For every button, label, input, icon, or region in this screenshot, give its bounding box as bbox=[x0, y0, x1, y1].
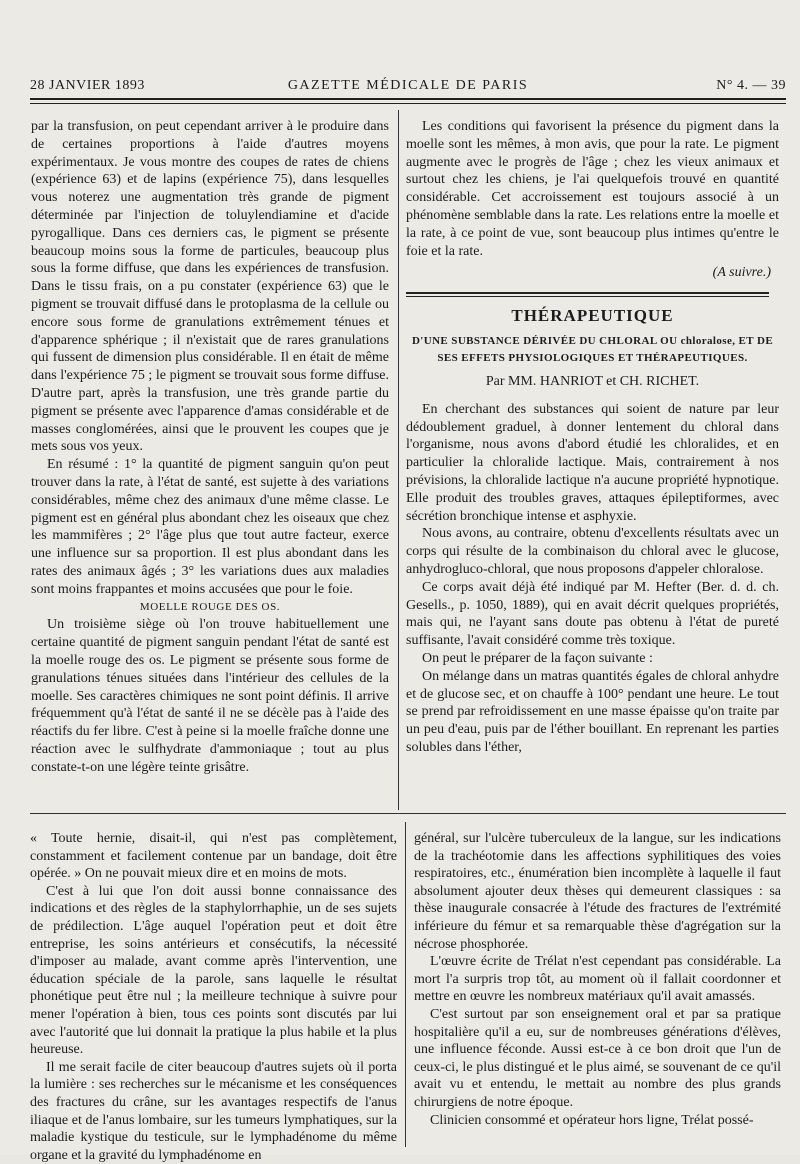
paragraph: En résumé : 1° la quantité de pigment sanguin qu'on peut trouver dans la rate, à l'état de santé, est sujette à des variations considérables, même chez des animaux d'une même classe. Le pigment est en général plus abondant chez les oiseaux que chez les mammifères ; 2° l'âge plus que tout autre facteur, exerce une influence sur sa proportion. Il est plus abondant dans les rates des animaux âgés ; 3° les variations dues aux maladies sont moins frappantes et moins accusées que pour le foie. bbox=[31, 457, 389, 597]
issue-date: 28 JANVIER 1893 bbox=[30, 78, 145, 93]
paragraph: C'est à lui que l'on doit aussi bonne connaissance des indications et des règles de la staphylorrhaphie, un de ses sujets de prédilection. L'âge auquel l'opération peut et doit être entreprise, les soins antérieurs et consécutifs, la nécessité d'imposer au malade, avant comme après l'intervention, une éducation spéciale de la parole, sans laquelle le résultat phonétique peut être nul ; la meilleure technique à suivre pour mener l'opération à bien, tous ces points sont discutés par lui avec l'autorité que lui donnait la pratique la plus habile et la plus heureuse. bbox=[30, 883, 397, 1058]
paragraph: « Toute hernie, disait-il, qui n'est pas complètement, constamment et facilement contenue par un bandage, doit être opérée. » On ne pouvait mieux dire et en moins de mots. bbox=[30, 831, 397, 882]
header-rule-thin bbox=[30, 103, 786, 104]
paragraph: par la transfusion, on peut cependant arriver à le produire dans de certaines proportions à l'aide d'autres moyens expérimentaux. Je vous montre des coupes de rates de chiens (expérience 63) et de lapins (expérience 75), dans lesquelles vous noterez une augmentation très grande de pigment déterminée par l'injection de toluylendiamine et d'acide pyrogallique. Dans ces derniers cas, le pigment se présente beaucoup moins sous la forme de particules, beaucoup plus sous la forme diffuse, que dans les expériences de transfusion. Dans le tissu frais, on a pu constater (expérience 63) que le pigment se trouvait diffusé dans le protoplasma de la cellule ou encore sous forme de granulations extrêmement ténues et d'apparence sphérique ; il n'existait que de rares granulations qui fussent de dimension plus considérable. Il en était de même dans l'expérience 75 ; le pigment se trouvait sous forme diffuse. D'autre part, après la transfusion, une très grande partie du pigment se présente avec l'apparence d'amas considérable et de masses conglomérées, ainsi que le prouvent les coupes que je mets sous vos yeux. bbox=[31, 119, 389, 455]
bottom-column-divider bbox=[405, 822, 406, 1147]
bottom-right-column bbox=[414, 830, 781, 1150]
paragraph: On mélange dans un matras quantités égales de chloral anhydre et de glucose sec, et on chauffe à 100° pendant une heure. Le tout se prend par refroidissement en une masse épaisse qu'on traite par un peu d'eau, puis par de l'éther bouillant. En reprenant les parties solubles dans l'éther, bbox=[406, 668, 779, 755]
paragraph: Un troisième siège où l'on trouve habituellement une certaine quantité de pigment sanguin pendant l'état de santé est la moelle rouge des os. Le pigment se présente sous forme de granulations ténues situées dans l'intérieur des cellules de la moelle. Ses caractères chimiques ne sont point définis. Il arrive fréquemment qu'à l'état de santé il ne se décèle pas à l'aide des réactifs du fer libre. C'est à peine si la moelle fraîche donne une réaction avec le sulfhydrate d'ammoniaque ; tout au plus constate-t-on une légère teinte grisâtre. bbox=[31, 617, 389, 775]
paragraph: Nous avons, au contraire, obtenu d'excellents résultats avec un corps qui résulte de la combinaison du chloral avec le glucose, anhydrogluco-chloral, que nous proposons d'appeler chloralose. bbox=[406, 526, 779, 577]
section-title: THÉRAPEUTIQUE bbox=[511, 306, 674, 326]
paragraph: L'œuvre écrite de Trélat n'est cependant pas considérable. La mort l'a surpris trop tôt, au moment où il fallait coordonner et mettre en œuvre les nombreux matériaux qu'il avait amassés. bbox=[414, 954, 781, 1005]
bottom-left-column bbox=[30, 830, 397, 1163]
journal-title: GAZETTE MÉDICALE DE PARIS bbox=[287, 78, 529, 93]
paragraph: Les conditions qui favorisent la présence du pigment dans la moelle sont les mêmes, à mon avis, que pour la rate. Le pigment augmente avec le progrès de l'âge ; chez les vieux animaux et surtout chez les chiens, je l'ai quelquefois trouvé en quantité considérable. Cet accroissement est toujours associé à un phénomène semblable dans la rate. Les relations entre la moelle et la rate, à ce point de vue, sont beaucoup plus intimes qu'entre le foie et la rate. bbox=[406, 119, 779, 259]
feuilleton-rule bbox=[30, 813, 786, 814]
issue-number: N° 4. — 39 bbox=[716, 78, 786, 93]
paragraph: Ce corps avait déjà été indiqué par M. Hefter (Ber. d. d. ch. Gesells., p. 1050, 1889), qui en avait décrit quelques propriétés, mais qui, ne l'ayant sans doute pas obtenu à l'état de pureté suffisante, l'avait considéré comme très toxique. bbox=[406, 579, 779, 649]
section-rule bbox=[406, 292, 769, 294]
paragraph: C'est surtout par son enseignement oral et par sa pratique hospitalière qu'il a eu, sur de nombreuses générations d'élèves, une influence féconde. Aussi est-ce à ce bon droit que l'un de ceux-ci, le plus distingué et le plus aimé, se souvenant de ce qu'il avait vu et entendu, le mettait au nombre des plus grands chirurgiens de notre époque. bbox=[414, 1006, 781, 1110]
right-column bbox=[406, 118, 779, 808]
column-divider bbox=[398, 110, 399, 810]
paragraph: général, sur l'ulcère tuberculeux de la langue, sur les indications de la trachéotomie dans les affections syphilitiques des voies respiratoires, etc., énumération bien incomplète à laquelle il faut absolument ajouter deux thèses qui demeurent classiques : sa thèse inaugurale consacrée à l'étude des fractures de l'extrémité inférieure du fémur et sa remarquable thèse d'agrégation sur la nécrose phosphorée. bbox=[414, 831, 781, 952]
paragraph: Clinicien consommé et opérateur hors ligne, Trélat possé- bbox=[430, 1112, 754, 1128]
paragraph: Il me serait facile de citer beaucoup d'autres sujets où il porta la lumière : ses recherches sur le mécanisme et les conséquences des fractures du crâne, sur les avantages respectifs de l'anus iliaque et de l'anus lombaire, sur les tumeurs lymphatiques, sur la maladie kystique du testicule, sur le lymphadénome du même organe et la gravité du lymphadénome en bbox=[30, 1059, 397, 1163]
article-title: D'UNE SUBSTANCE DÉRIVÉE DU CHLORAL OU chloralose, ET DE SES EFFETS PHYSIOLOGIQUES ET THÉRAPEUTIQUES. bbox=[411, 334, 774, 364]
continued-note: (A suivre.) bbox=[712, 265, 771, 281]
section-rule-thin bbox=[406, 296, 769, 297]
header-rule bbox=[30, 98, 786, 100]
subsection-heading: MOELLE ROUGE DES OS. bbox=[139, 600, 281, 613]
left-column bbox=[31, 118, 389, 798]
paragraph: En cherchant des substances qui soient de nature par leur dédoublement graduel, à donner lentement du chloral dans l'organisme, nous avons d'abord étudié les chloralides, et en particulier la chloralide lactique. Mais, contrairement à nos prévisions, la chloralide lactique n'a aucune propriété hypnotique. Elle produit des troubles graves, attaques épileptiformes, avec sécrétion bronchique intense et asphyxie. bbox=[406, 401, 779, 524]
running-header bbox=[30, 74, 786, 98]
paragraph: On peut le préparer de la façon suivante : bbox=[422, 650, 653, 666]
article-authors: Par MM. HANRIOT et CH. RICHET. bbox=[485, 373, 700, 389]
